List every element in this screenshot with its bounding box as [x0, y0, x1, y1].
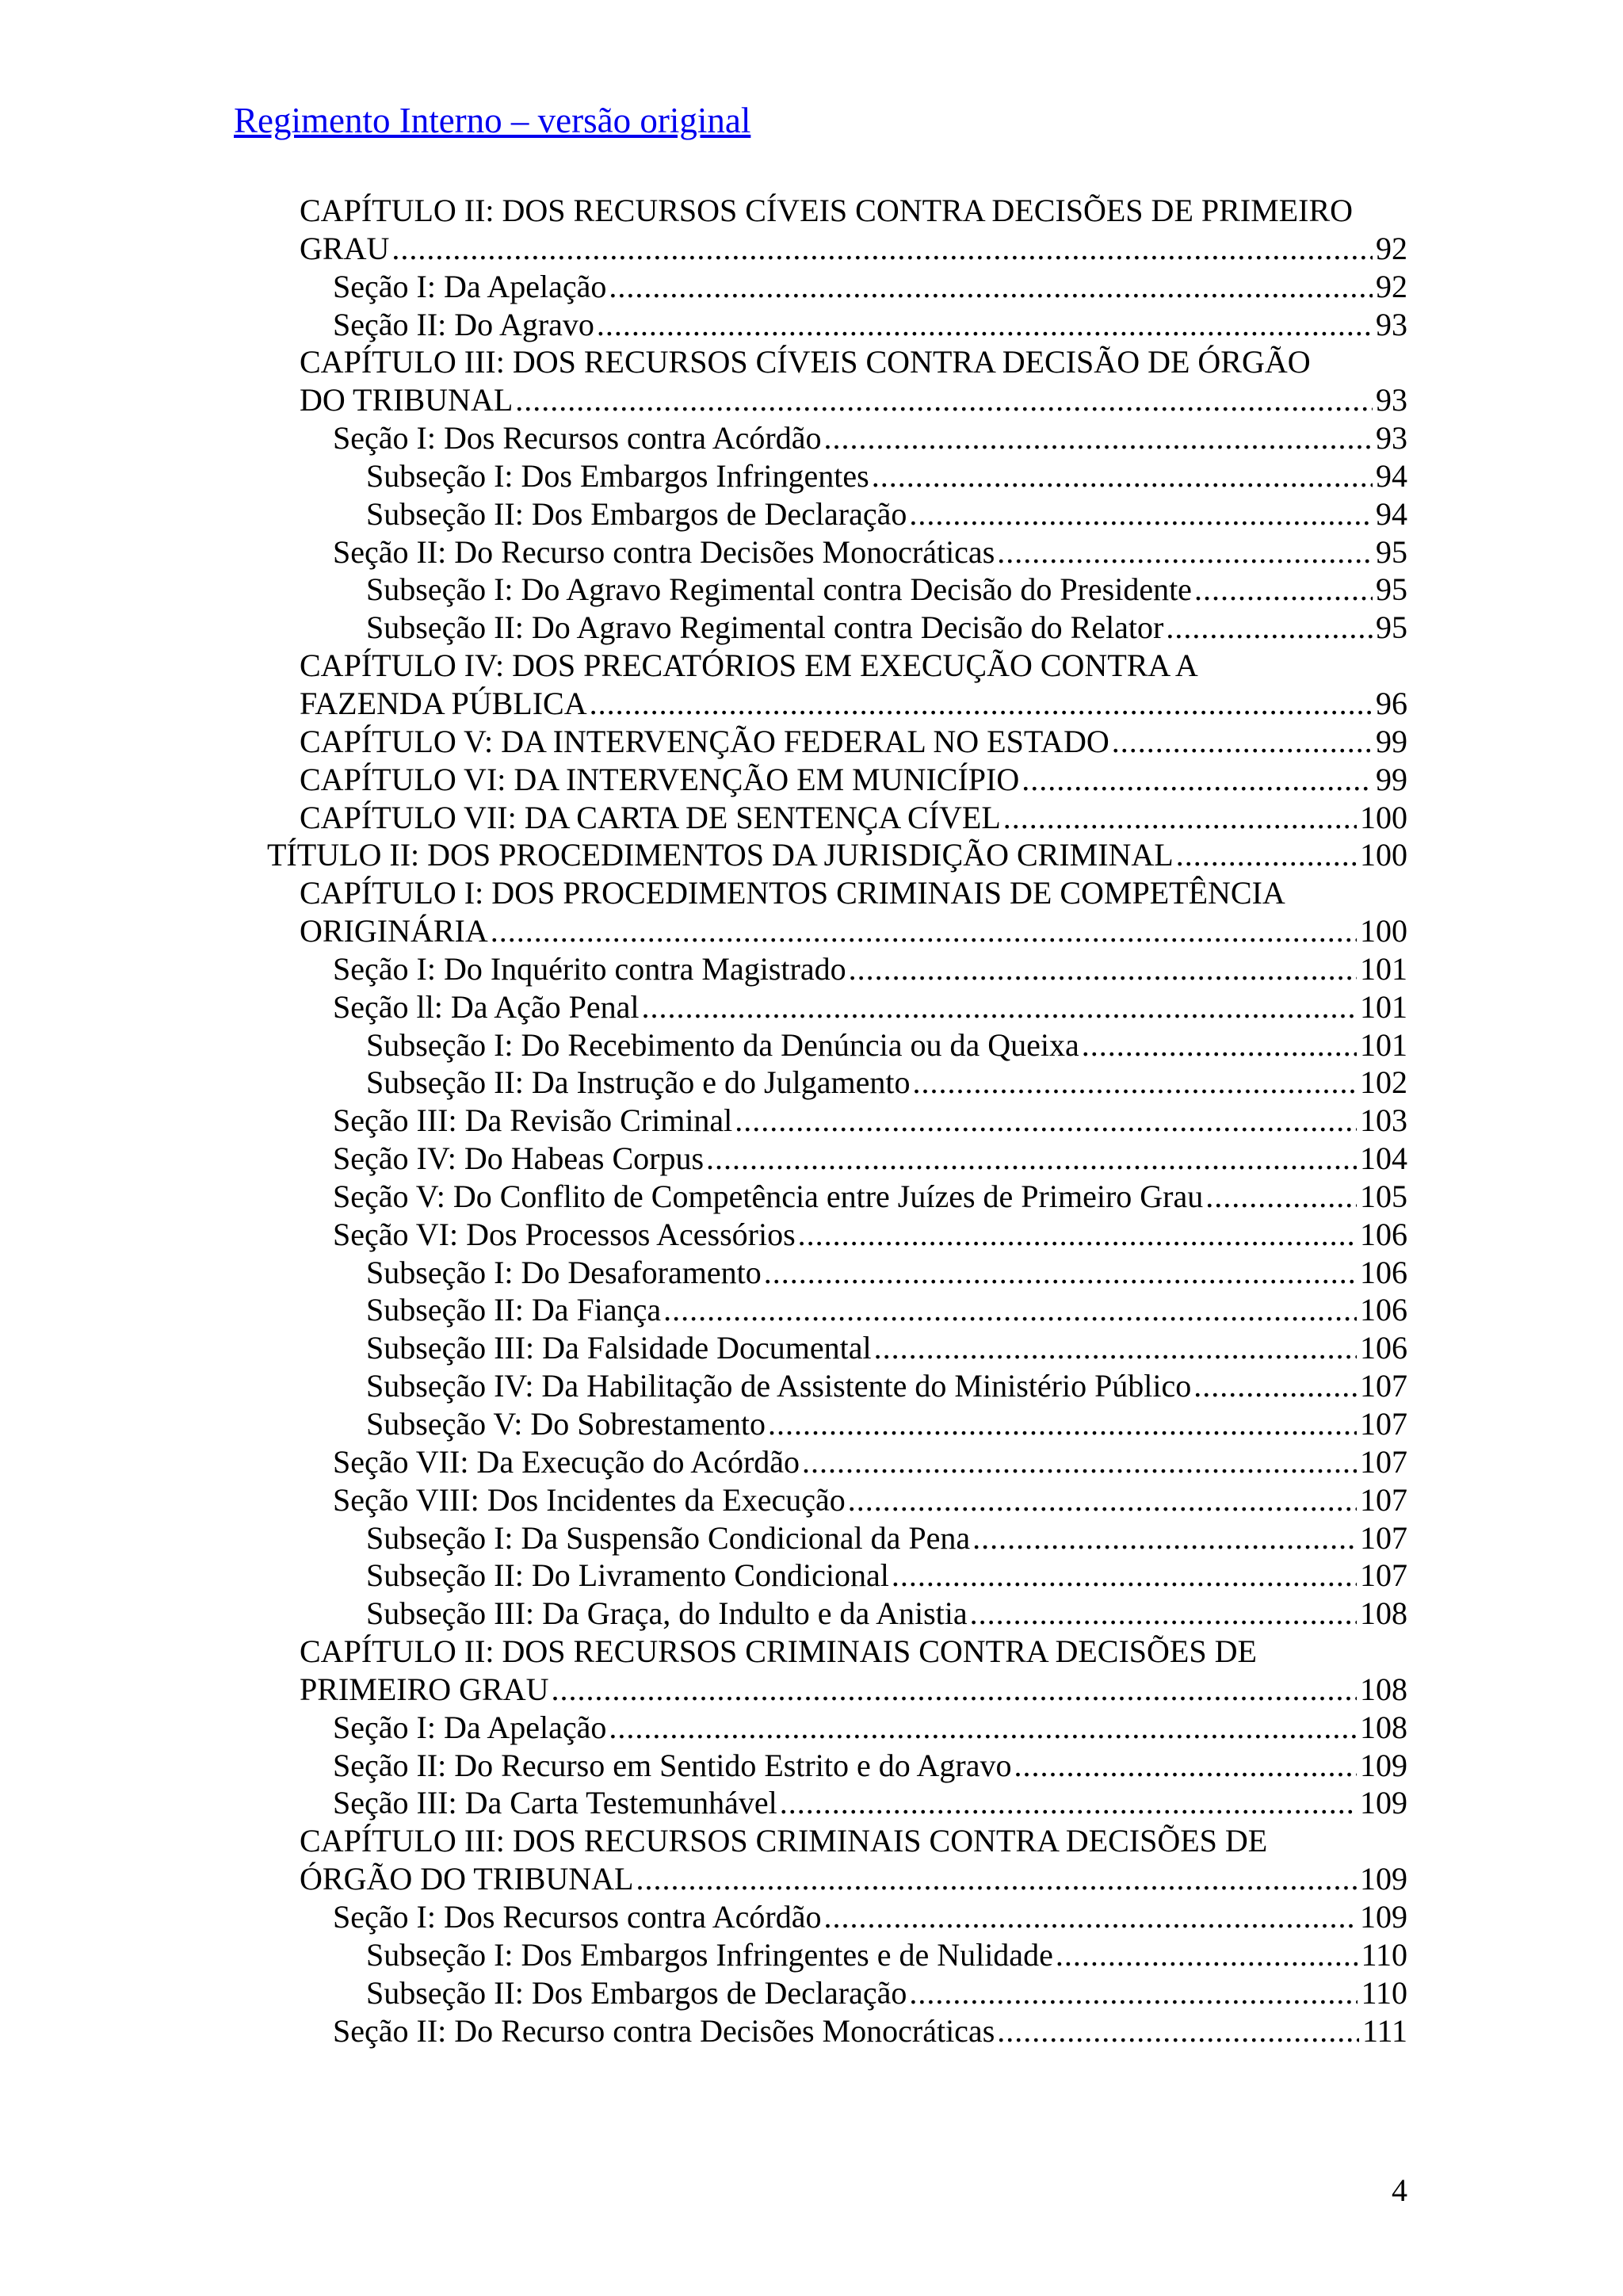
toc-entry[interactable]	[0, 1519, 1623, 1557]
toc-leader-dots	[609, 268, 1373, 306]
toc-entry[interactable]	[0, 192, 1623, 268]
toc-leader-dots	[1194, 571, 1373, 609]
toc-leader-dots	[872, 457, 1373, 495]
toc-entry-title: Seção III: Da Revisão Criminal	[333, 1102, 733, 1139]
toc-entry[interactable]	[0, 1557, 1623, 1595]
toc-leader-dots	[909, 495, 1373, 533]
toc-entry[interactable]	[0, 1443, 1623, 1481]
toc-entry[interactable]	[0, 988, 1623, 1026]
toc-entry-title: ÓRGÃO DO TRIBUNAL	[300, 1861, 634, 1897]
toc-page-number: 94	[1376, 495, 1407, 532]
toc-entry[interactable]	[0, 1140, 1623, 1178]
toc-page-number: 92	[1376, 268, 1407, 304]
toc-leader-dots	[997, 533, 1373, 571]
toc-entry[interactable]	[0, 306, 1623, 344]
toc-entry[interactable]	[0, 950, 1623, 988]
toc-entry-title: Subseção III: Da Graça, do Indulto e da Anistia	[366, 1595, 968, 1632]
toc-entry-title: Subseção IV: Da Habilitação de Assistente do Ministério Público	[366, 1368, 1192, 1404]
toc-leader-dots	[997, 2012, 1359, 2050]
toc-page-number: 103	[1360, 1102, 1407, 1139]
toc-entry-title: Subseção II: Da Instrução e do Julgamento	[366, 1064, 911, 1101]
toc-leader-dots	[848, 1481, 1357, 1519]
toc-leader-dots	[391, 230, 1373, 268]
toc-entry-title: Seção II: Do Recurso contra Decisões Monocráticas	[333, 533, 995, 570]
toc-page-number: 100	[1360, 913, 1407, 949]
toc-page-number: 101	[1360, 950, 1407, 987]
toc-entry[interactable]	[0, 609, 1623, 647]
toc-entry-title: PRIMEIRO GRAU	[300, 1671, 549, 1707]
toc-entry[interactable]	[0, 1291, 1623, 1329]
toc-entry-title: Seção ll: Da Ação Penal	[333, 988, 640, 1025]
toc-page-number: 93	[1376, 306, 1407, 342]
toc-entry-title: Subseção I: Do Recebimento da Denúncia ou da Queixa	[366, 1026, 1079, 1063]
toc-page-number: 93	[1376, 382, 1407, 418]
toc-entry-title: Seção IV: Do Habeas Corpus	[333, 1140, 705, 1177]
toc-leader-dots	[1082, 1026, 1357, 1064]
toc-leader-dots	[642, 988, 1357, 1026]
toc-leader-dots	[970, 1595, 1357, 1633]
toc-entry-title: Seção I: Dos Recursos contra Acórdão	[333, 1898, 822, 1935]
toc-entry[interactable]	[0, 1216, 1623, 1254]
toc-entry[interactable]	[0, 1254, 1623, 1292]
toc-entry-title: GRAU	[300, 230, 390, 266]
toc-page-number: 101	[1360, 988, 1407, 1025]
toc-entry[interactable]	[0, 1936, 1623, 1974]
header-link[interactable]: Regimento Interno – versão original	[234, 101, 751, 140]
toc-entry[interactable]	[0, 1898, 1623, 1936]
toc-entry-title: FAZENDA PÚBLICA	[300, 685, 587, 721]
toc-entry-title: Seção VIII: Dos Incidentes da Execução	[333, 1481, 846, 1518]
toc-entry[interactable]	[0, 457, 1623, 495]
toc-leader-dots	[515, 381, 1373, 419]
toc-entry-title: Subseção II: Da Fiança	[366, 1292, 662, 1328]
toc-entry[interactable]	[0, 799, 1623, 837]
toc-entry[interactable]	[0, 647, 1623, 723]
toc-entry-title: CAPÍTULO III: DOS RECURSOS CÍVEIS CONTRA DECISÃO DE ÓRGÃO	[300, 344, 1311, 380]
toc-page-number: 107	[1360, 1481, 1407, 1518]
toc-page-number: 110	[1361, 1974, 1407, 2011]
table-of-contents	[0, 192, 1623, 2050]
toc-entry[interactable]	[0, 571, 1623, 609]
toc-leader-dots	[823, 419, 1373, 457]
toc-leader-dots	[849, 950, 1357, 988]
toc-entry-title: TÍTULO II: DOS PROCEDIMENTOS DA JURISDIÇÃO CRIMINAL	[267, 837, 1174, 873]
toc-leader-dots	[764, 1254, 1357, 1292]
toc-leader-dots	[706, 1140, 1357, 1178]
toc-entry-title: Subseção I: Dos Embargos Infringentes	[366, 457, 869, 494]
toc-entry-title: Seção VII: Da Execução do Acórdão	[333, 1443, 800, 1480]
toc-entry[interactable]	[0, 1709, 1623, 1747]
toc-page-number: 106	[1360, 1216, 1407, 1252]
toc-entry[interactable]	[0, 1747, 1623, 1785]
toc-leader-dots	[1014, 1747, 1357, 1785]
toc-leader-dots	[551, 1671, 1357, 1709]
toc-page-number: 99	[1376, 723, 1407, 759]
toc-entry[interactable]	[0, 343, 1623, 419]
toc-entry-title: Subseção V: Do Sobrestamento	[366, 1406, 766, 1442]
toc-entry-title: Subseção I: Do Agravo Regimental contra Decisão do Presidente	[366, 571, 1192, 608]
toc-page-number: 108	[1360, 1671, 1407, 1707]
toc-entry[interactable]	[0, 419, 1623, 457]
toc-leader-dots	[1193, 1367, 1357, 1405]
toc-leader-dots	[1022, 761, 1373, 799]
toc-entry-title: Subseção II: Do Livramento Condicional	[366, 1557, 889, 1594]
toc-page-number: 100	[1360, 837, 1407, 873]
toc-page-number: 95	[1376, 533, 1407, 570]
toc-entry[interactable]	[0, 761, 1623, 799]
toc-entry[interactable]	[0, 495, 1623, 533]
toc-entry-title: Subseção II: Do Agravo Regimental contra Decisão do Relator	[366, 609, 1164, 646]
page-number: 4	[1392, 2172, 1407, 2208]
toc-entry-title: Seção II: Do Agravo	[333, 306, 594, 342]
toc-leader-dots	[636, 1860, 1357, 1898]
toc-page-number: 109	[1360, 1747, 1407, 1783]
toc-page-number: 111	[1361, 2012, 1407, 2049]
toc-leader-dots	[663, 1291, 1357, 1329]
toc-page-number: 96	[1376, 685, 1407, 721]
toc-page-number: 101	[1360, 1026, 1407, 1063]
toc-leader-dots	[609, 1709, 1357, 1747]
toc-entry-title: CAPÍTULO II: DOS RECURSOS CRIMINAIS CONTRA DECISÕES DE	[300, 1633, 1257, 1670]
toc-entry-title: Subseção I: Da Suspensão Condicional da Pena	[366, 1519, 971, 1556]
toc-page-number: 106	[1360, 1292, 1407, 1328]
toc-entry-title: Seção II: Do Recurso contra Decisões Monocráticas	[333, 2012, 995, 2049]
toc-entry-title: DO TRIBUNAL	[300, 382, 514, 418]
toc-leader-dots	[972, 1519, 1357, 1557]
toc-leader-dots	[1003, 799, 1357, 837]
toc-entry-title: Subseção III: Da Falsidade Documental	[366, 1330, 872, 1366]
toc-page-number: 106	[1360, 1254, 1407, 1290]
toc-leader-dots	[1112, 723, 1373, 761]
toc-leader-dots	[1166, 609, 1373, 647]
toc-page-number: 109	[1360, 1898, 1407, 1935]
toc-page-number: 110	[1361, 1936, 1407, 1973]
toc-leader-dots	[491, 912, 1357, 950]
toc-entry-title: Seção VI: Dos Processos Acessórios	[333, 1216, 796, 1252]
toc-entry-title: Seção I: Da Apelação	[333, 268, 607, 304]
toc-entry[interactable]	[0, 836, 1623, 874]
toc-page-number: 107	[1360, 1519, 1407, 1556]
toc-entry-title: CAPÍTULO IV: DOS PRECATÓRIOS EM EXECUÇÃO CONTRA A	[300, 648, 1198, 684]
toc-entry-title: CAPÍTULO III: DOS RECURSOS CRIMINAIS CONTRA DECISÕES DE	[300, 1823, 1268, 1859]
toc-page-number: 100	[1360, 799, 1407, 835]
toc-page-number: 109	[1360, 1785, 1407, 1821]
toc-entry[interactable]	[0, 1595, 1623, 1633]
toc-leader-dots	[735, 1102, 1357, 1140]
toc-entry-title: Subseção I: Do Desaforamento	[366, 1254, 762, 1290]
toc-page-number: 94	[1376, 457, 1407, 494]
toc-entry[interactable]	[0, 1026, 1623, 1064]
toc-entry[interactable]	[0, 1102, 1623, 1140]
toc-entry[interactable]	[0, 1974, 1623, 2012]
toc-page-number: 109	[1360, 1861, 1407, 1897]
toc-leader-dots	[909, 1974, 1358, 2012]
toc-page-number: 106	[1360, 1330, 1407, 1366]
toc-page-number: 104	[1360, 1140, 1407, 1177]
toc-entry-title: Seção III: Da Carta Testemunhável	[333, 1785, 777, 1821]
toc-entry[interactable]	[0, 1633, 1623, 1709]
toc-leader-dots	[590, 685, 1373, 723]
toc-leader-dots	[1205, 1178, 1357, 1216]
toc-page-number: 93	[1376, 420, 1407, 457]
toc-entry-title: ORIGINÁRIA	[300, 913, 488, 949]
toc-entry-title: CAPÍTULO VI: DA INTERVENÇÃO EM MUNICÍPIO	[300, 761, 1020, 797]
toc-entry-title: Seção II: Do Recurso em Sentido Estrito e do Agravo	[333, 1747, 1012, 1783]
toc-entry-title: Seção V: Do Conflito de Competência entre Juízes de Primeiro Grau	[333, 1178, 1204, 1214]
toc-entry[interactable]	[0, 723, 1623, 761]
toc-entry-title: CAPÍTULO II: DOS RECURSOS CÍVEIS CONTRA DECISÕES DE PRIMEIRO	[300, 193, 1354, 228]
toc-entry[interactable]	[0, 1784, 1623, 1822]
toc-entry[interactable]	[0, 1064, 1623, 1102]
toc-page-number: 107	[1360, 1557, 1407, 1594]
toc-entry-title: Subseção II: Dos Embargos de Declaração	[366, 1974, 907, 2011]
toc-leader-dots	[1056, 1936, 1358, 1974]
toc-entry[interactable]	[0, 533, 1623, 571]
toc-leader-dots	[823, 1898, 1357, 1936]
toc-entry[interactable]	[0, 1367, 1623, 1405]
toc-entry[interactable]	[0, 268, 1623, 306]
toc-page-number: 95	[1376, 609, 1407, 646]
toc-entry-title: CAPÍTULO V: DA INTERVENÇÃO FEDERAL NO ESTADO	[300, 723, 1109, 759]
toc-page-number: 102	[1360, 1064, 1407, 1101]
toc-leader-dots	[892, 1557, 1357, 1595]
toc-entry[interactable]	[0, 1329, 1623, 1367]
toc-page-number: 108	[1360, 1709, 1407, 1745]
toc-page-number: 107	[1360, 1368, 1407, 1404]
toc-entry-title: Seção I: Dos Recursos contra Acórdão	[333, 420, 822, 457]
toc-page-number: 108	[1360, 1595, 1407, 1632]
toc-leader-dots	[597, 306, 1373, 344]
toc-entry[interactable]	[0, 1405, 1623, 1443]
toc-page-number: 107	[1360, 1443, 1407, 1480]
toc-page-number: 105	[1360, 1178, 1407, 1214]
toc-entry-title: CAPÍTULO VII: DA CARTA DE SENTENÇA CÍVEL	[300, 799, 1001, 835]
toc-entry-title: Subseção I: Dos Embargos Infringentes e de Nulidade	[366, 1936, 1053, 1973]
toc-leader-dots	[912, 1064, 1357, 1102]
toc-leader-dots	[1176, 836, 1357, 874]
toc-entry[interactable]	[0, 1178, 1623, 1216]
toc-entry-title: Seção I: Da Apelação	[333, 1709, 607, 1745]
toc-page-number: 99	[1376, 761, 1407, 797]
toc-leader-dots	[780, 1784, 1357, 1822]
toc-entry-title: Seção I: Do Inquérito contra Magistrado	[333, 950, 846, 987]
toc-page-number: 92	[1376, 230, 1407, 266]
toc-page-number: 95	[1376, 571, 1407, 608]
toc-entry[interactable]	[0, 1481, 1623, 1519]
toc-entry[interactable]	[0, 2012, 1623, 2050]
toc-leader-dots	[798, 1216, 1357, 1254]
toc-entry[interactable]	[0, 1822, 1623, 1898]
toc-leader-dots	[874, 1329, 1357, 1367]
toc-leader-dots	[802, 1443, 1357, 1481]
toc-leader-dots	[768, 1405, 1357, 1443]
toc-entry[interactable]	[0, 874, 1623, 950]
toc-page-number: 107	[1360, 1406, 1407, 1442]
toc-entry-title: Subseção II: Dos Embargos de Declaração	[366, 495, 907, 532]
toc-entry-title: CAPÍTULO I: DOS PROCEDIMENTOS CRIMINAIS DE COMPETÊNCIA	[300, 875, 1285, 911]
